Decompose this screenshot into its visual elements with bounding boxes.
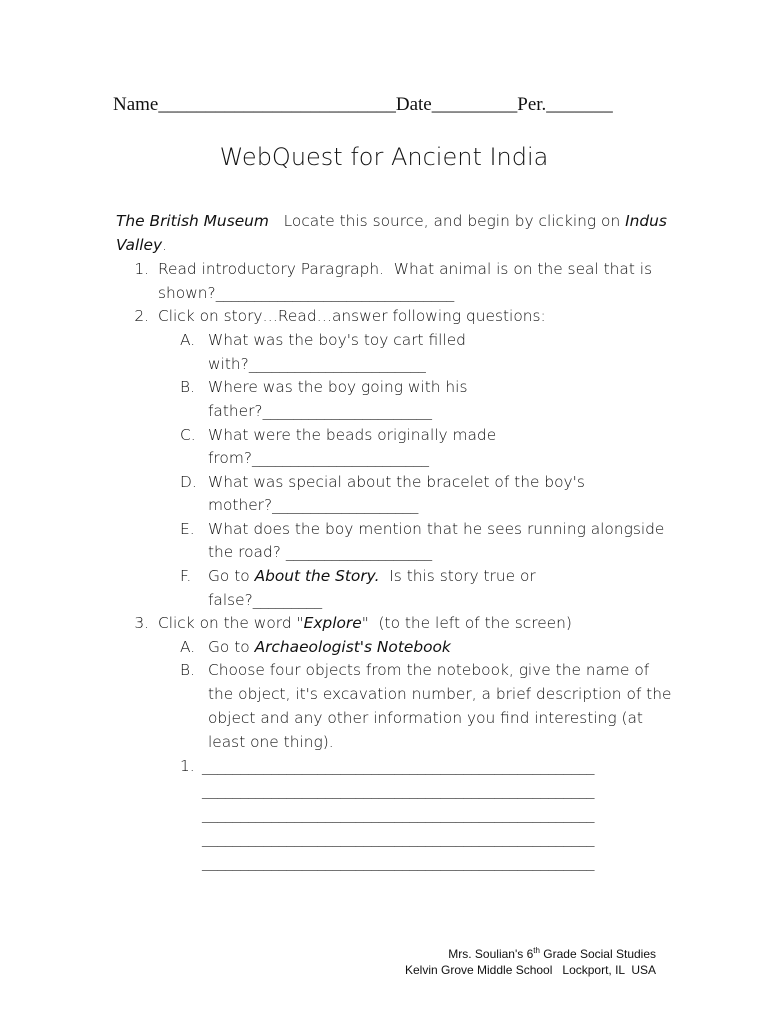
q2f-link: About the Story. [254,567,380,585]
q2a-letter: A. [180,331,196,349]
question-1-blank[interactable]: shown?_______________________________ [158,284,455,302]
question-3-text [158,611,572,635]
q3b-line-2: the object, it's excavation number, a brief description of the [208,685,672,703]
answer-1-number: 1. [180,757,195,775]
q3a-letter: A. [180,638,196,656]
intro-text: Locate this source, and begin by clicking on [268,212,626,230]
date-label: Date [395,94,432,115]
q2a-blank[interactable]: with?_______________________ [208,355,426,373]
q3-explore: Explore [303,614,362,632]
footer-ordinal: th [533,946,540,955]
question-2-number: 2. [134,307,149,325]
footer-school-line: Kelvin Grove Middle School Lockport, IL USA [404,963,656,977]
intro-link-valley: Valley [116,236,163,254]
date-blank[interactable]: _________ [431,94,518,115]
q2c-blank[interactable]: from?_______________________ [208,449,429,467]
q2f-blank[interactable]: false?_________ [208,591,323,609]
header-line [113,94,613,116]
q2a-text: What was the boy's toy cart filled [208,331,466,349]
q3b-letter: B. [180,661,195,679]
q2e-letter: E. [180,520,195,538]
intro-line-2 [116,233,167,257]
q2e-text: What does the boy mention that he sees running alongside [208,520,665,538]
question-2-text: Click on story…Read…answer following questions: [158,307,546,325]
intro-source: The British Museum [116,212,269,230]
intro-line-1 [116,209,667,233]
q2e-blank[interactable]: the road? ___________________ [208,543,433,561]
q2f-letter: F. [180,567,192,585]
page-title: WebQuest for Ancient India [219,143,549,171]
answer-line[interactable]: ___________________________________________________ [202,829,595,847]
q2d-text: What was special about the bracelet of the boy's [208,473,585,491]
answer-line[interactable]: ___________________________________________________ [202,757,595,775]
q2b-blank[interactable]: father?______________________ [208,402,432,420]
q3-pre: Click on the word " [158,614,304,632]
q2c-letter: C. [180,426,196,444]
period-blank[interactable]: _______ [546,94,613,115]
question-3-number: 3. [134,614,149,632]
q3b-line-3: object and any other information you find interesting (at [208,709,643,727]
q3a-notebook: Archaeologist's Notebook [254,638,451,656]
footer-teacher-post: Grade Social Studies [539,947,656,961]
footer-teacher-line [448,947,656,962]
q2b-text: Where was the boy going with his [208,378,468,396]
q3b-line-1: Choose four objects from the notebook, give the name of [208,661,650,679]
answer-line[interactable]: ___________________________________________________ [202,853,595,871]
q2b-letter: B. [180,378,195,396]
q2f-text [208,564,536,588]
answer-line[interactable]: ___________________________________________________ [202,781,595,799]
q3a-text [208,635,451,659]
q3a-pre: Go to [208,638,255,656]
question-1-number: 1. [134,260,149,278]
footer-teacher-pre: Mrs. Soulian's 6 [448,947,534,961]
period-label: Per. [517,94,547,115]
q2d-blank[interactable]: mother?___________________ [208,496,419,514]
q3-post: " (to the left of the screen) [361,614,572,632]
answer-line[interactable]: ___________________________________________________ [202,805,595,823]
q2f-post: Is this story true or [379,567,536,585]
intro-link-indus: Indus [625,212,667,230]
name-label: Name [113,94,159,115]
q2c-text: What were the beads originally made [208,426,497,444]
question-1-text: Read introductory Paragraph. What animal is on the seal that is [158,260,653,278]
q2f-pre: Go to [208,567,255,585]
q3b-line-4: least one thing). [208,733,334,751]
q2d-letter: D. [180,473,197,491]
name-blank[interactable]: _________________________ [158,94,396,115]
intro-period: . [162,236,168,254]
